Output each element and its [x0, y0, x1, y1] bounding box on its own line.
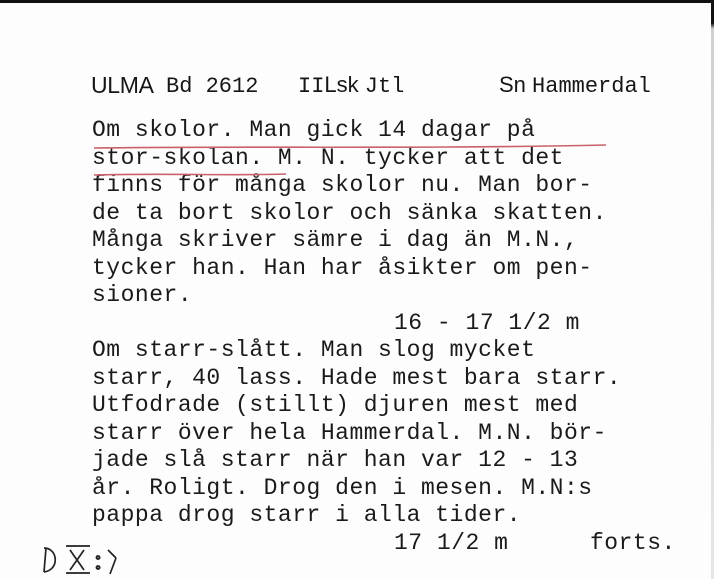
text-line: de ta bort skolor och sänka skatten. — [92, 199, 607, 226]
tape-reference: 16 - 17 1/2 m — [394, 309, 580, 336]
text-line: Många skriver sämre i dag än M.N., — [92, 227, 579, 253]
series-code-suffix: Jtl — [364, 74, 405, 99]
card-top-edge — [0, 0, 714, 3]
text-line: Utfodrade (stillt) djuren mest med — [92, 392, 579, 418]
text-line: starr över hela Hammerdal. M.N. bör- — [92, 419, 607, 446]
card-body — [92, 117, 712, 557]
text-line: Om starr-slått. Man slog mycket — [92, 337, 536, 363]
parish-prefix: Sn — [499, 72, 526, 97]
text-line: pappa drog starr i alla tider. — [92, 502, 522, 528]
series-label: Lsk — [324, 72, 359, 97]
series-roman: II — [298, 74, 325, 99]
text-line: Om skolor. Man gick 14 dagar på — [92, 117, 536, 143]
text-line: finns för många skolor nu. Man bor- — [92, 172, 593, 198]
parish-label — [499, 72, 651, 99]
handwritten-mark — [38, 540, 148, 580]
text-line: starr, 40 lass. Hade mest bara starr. — [92, 364, 622, 391]
parish-name: Hammerdal — [532, 74, 651, 99]
text-line: jade slå starr när han var 12 - 13 — [92, 447, 579, 473]
continued-note: forts. — [590, 529, 676, 556]
archive-code: ULMA — [91, 72, 154, 98]
series-code — [298, 72, 404, 99]
card-header — [0, 70, 714, 102]
text-line: stor-skolan. M. N. tycker att det — [92, 144, 564, 171]
text-line: år. Roligt. Drog den i mesen. M.N:s — [92, 474, 593, 501]
text-line: sioner. — [92, 282, 193, 308]
text-line: tycker han. Han har åsikter om pen- — [92, 254, 593, 281]
tape-reference-row — [92, 530, 712, 558]
volume-number: Bd 2612 — [166, 74, 259, 99]
tape-reference: 17 1/2 m — [394, 529, 509, 556]
